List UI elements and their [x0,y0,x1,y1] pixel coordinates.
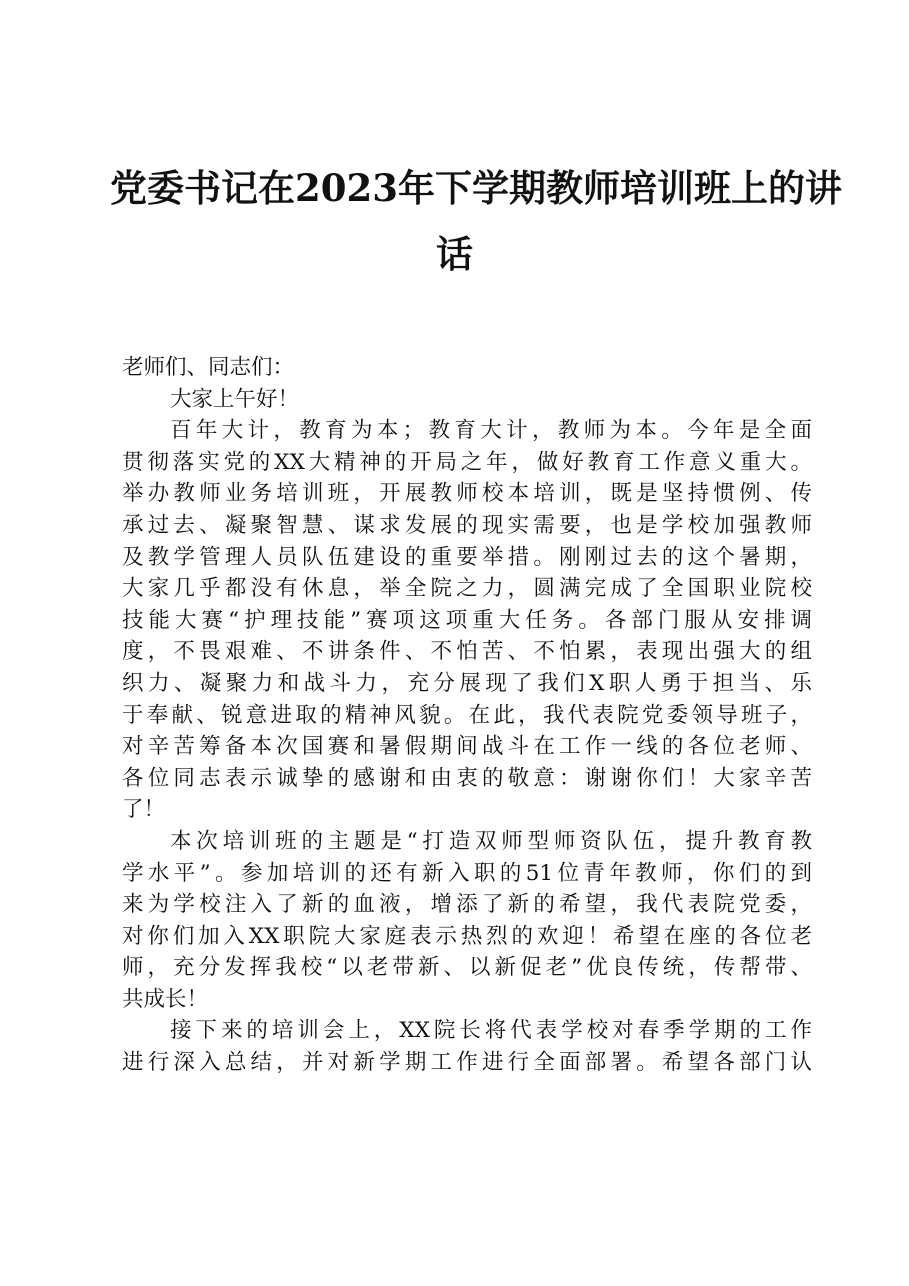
body-line: 对辛苦筹备本次国赛和暑假期间战斗在工作一线的各位老师、 [122,734,812,760]
body-line: 于奉献、锐意进取的精神风貌。在此，我代表院党委领导班子， [122,702,812,728]
body-line: 各位同志表示诚挚的感谢和由衷的敬意：谢谢你们！大家辛苦 [122,765,812,791]
body-line: 承过去、凝聚智慧、谋求发展的现实需要，也是学校加强教师 [122,512,812,538]
greeting: 大家上午好！ [170,386,300,412]
body-line: 师，充分发挥我校“以老带新、以新促老”优良传统，传帮带、 [122,955,812,981]
body-line: 举办教师业务培训班，开展教师校本培训，既是坚持惯例、传 [122,481,812,507]
body-line: 贯彻落实党的XX大精神的开局之年，做好教育工作意义重大。 [122,449,812,475]
body-line: 共成长！ [122,986,209,1012]
body-line: 对你们加入XX职院大家庭表示热烈的欢迎！希望在座的各位老 [122,923,812,949]
body-line: 及教学管理人员队伍建设的重要举措。刚刚过去的这个暑期， [122,544,812,570]
body-line: 进行深入总结，并对新学期工作进行全面部署。希望各部门认 [122,1050,812,1076]
salutation: 老师们、同志们： [122,355,295,380]
body-line: 百年大计，教育为本；教育大计，教师为本。今年是全面 [170,418,812,444]
body-line: 接下来的培训会上，XX院长将代表学校对春季学期的工作 [170,1018,812,1044]
body-line: 大家几乎都没有休息，举全院之力，圆满完成了全国职业院校 [122,576,812,602]
document-title-line-1: 党委书记在2023年下学期教师培训班上的讲 [110,166,842,210]
body-line: 技能大赛“护理技能”赛项这项重大任务。各部门服从安排调 [122,607,812,633]
body-line: 了！ [122,797,166,823]
body-line: 学水平”。参加培训的还有新入职的51位青年教师，你们的到 [122,860,812,886]
body-line: 本次培训班的主题是“打造双师型师资队伍，提升教育教 [170,828,812,854]
document-title-line-2: 话 [436,232,473,276]
body-line: 织力、凝聚力和战斗力，充分展现了我们X职人勇于担当、乐 [122,670,812,696]
body-line: 度，不畏艰难、不讲条件、不怕苦、不怕累，表现出强大的组 [122,639,812,665]
document-body [122,352,812,1079]
body-line: 来为学校注入了新的血液，增添了新的希望，我代表院党委， [122,892,812,918]
